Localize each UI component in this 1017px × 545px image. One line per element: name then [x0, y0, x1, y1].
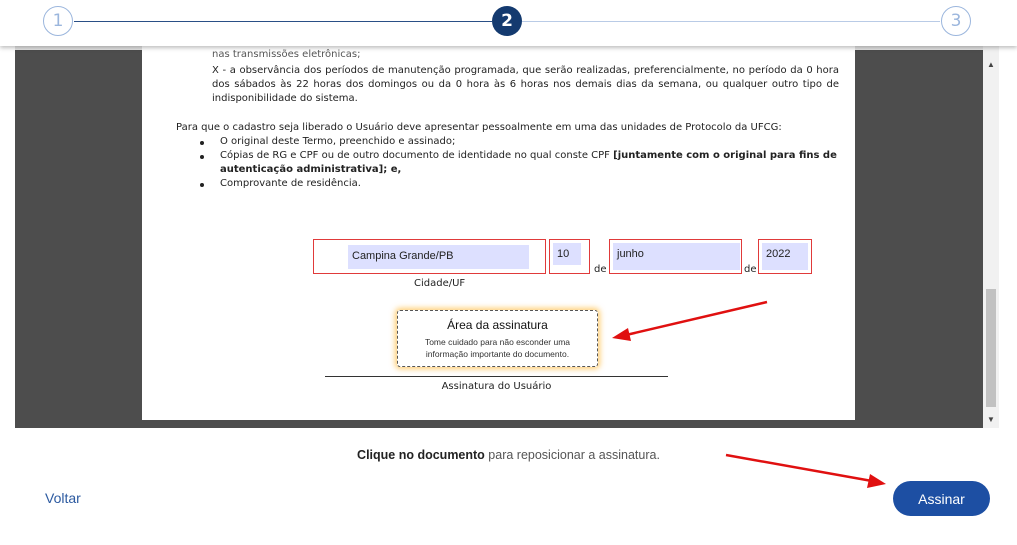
step-connector-2 — [522, 21, 940, 22]
bullet-dot-2 — [200, 155, 204, 159]
doc-item-x-line2: dos sábados às 22 horas dos domingos ou da 0 hora às 6 horas nos demais dias da semana, ou qualquer outro tipo de — [212, 79, 839, 90]
month-field[interactable] — [609, 239, 742, 274]
document-viewer[interactable] — [15, 46, 999, 428]
label-de-2: de — [744, 264, 757, 275]
signature-placement-box[interactable] — [397, 310, 598, 367]
year-field[interactable] — [758, 239, 812, 274]
stepper — [0, 0, 1017, 46]
viewer-scrollbar[interactable] — [983, 46, 999, 428]
day-input[interactable]: 10 — [553, 243, 581, 265]
doc-bullet-2-bold: [juntamente com o original para fins de — [613, 150, 837, 161]
step-connector-1 — [74, 21, 492, 22]
step-2-current: 2 — [492, 6, 522, 36]
bullet-dot-1 — [200, 141, 204, 145]
doc-bullet-2 — [220, 149, 837, 163]
reposition-instruction — [0, 448, 1017, 462]
doc-bullet-2-normal: Cópias de RG e CPF ou de outro documento de identidade no qual conste CPF — [220, 150, 610, 161]
step-1[interactable]: 1 — [43, 6, 73, 36]
instruction-rest: para reposicionar a assinatura. — [484, 448, 660, 462]
doc-bullet-1: O original deste Termo, preenchido e assinado; — [220, 136, 456, 147]
month-input[interactable]: junho — [613, 243, 740, 270]
scroll-down-icon[interactable]: ▼ — [987, 415, 995, 424]
sign-button[interactable]: Assinar — [893, 481, 990, 516]
city-label: Cidade/UF — [414, 278, 466, 289]
doc-item-x-line3: indisponibilidade do sistema. — [212, 93, 358, 104]
doc-paragraph: Para que o cadastro seja liberado o Usuário deve apresentar pessoalmente em uma das unidades de Protocolo da UFCG: — [176, 122, 782, 133]
doc-bullet-3: Comprovante de residência. — [220, 178, 361, 189]
city-input[interactable]: Campina Grande/PB — [348, 245, 529, 269]
signature-box-hint-line1: Tome cuidado para não esconder uma — [424, 337, 571, 347]
signature-box-title: Área da assinatura — [447, 318, 548, 332]
doc-line-partial: nas transmissões eletrônicas; — [212, 49, 361, 60]
signature-box-hint — [398, 336, 597, 360]
step-3: 3 — [941, 6, 971, 36]
document-page[interactable] — [142, 46, 855, 420]
signature-box-hint-line2: informação importante do documento. — [425, 349, 570, 359]
instruction-bold: Clique no documento — [357, 448, 485, 462]
day-field[interactable] — [549, 239, 590, 274]
doc-item-x — [212, 64, 839, 92]
signature-caption: Assinatura do Usuário — [441, 381, 552, 392]
scroll-up-icon[interactable]: ▲ — [987, 60, 995, 69]
doc-bullet-2-line2: autenticação administrativa]; e, — [220, 164, 402, 175]
year-input[interactable]: 2022 — [762, 243, 808, 270]
label-de-1: de — [594, 264, 607, 275]
scrollbar-thumb[interactable] — [986, 289, 996, 407]
bullet-dot-3 — [200, 183, 204, 187]
back-link[interactable]: Voltar — [45, 490, 81, 506]
doc-item-x-line1: X - a observância dos períodos de manutenção programada, que serão realizadas, preferencialmente, no período da 0 hora — [212, 65, 839, 76]
city-field[interactable] — [313, 239, 546, 274]
signature-line — [325, 376, 668, 377]
